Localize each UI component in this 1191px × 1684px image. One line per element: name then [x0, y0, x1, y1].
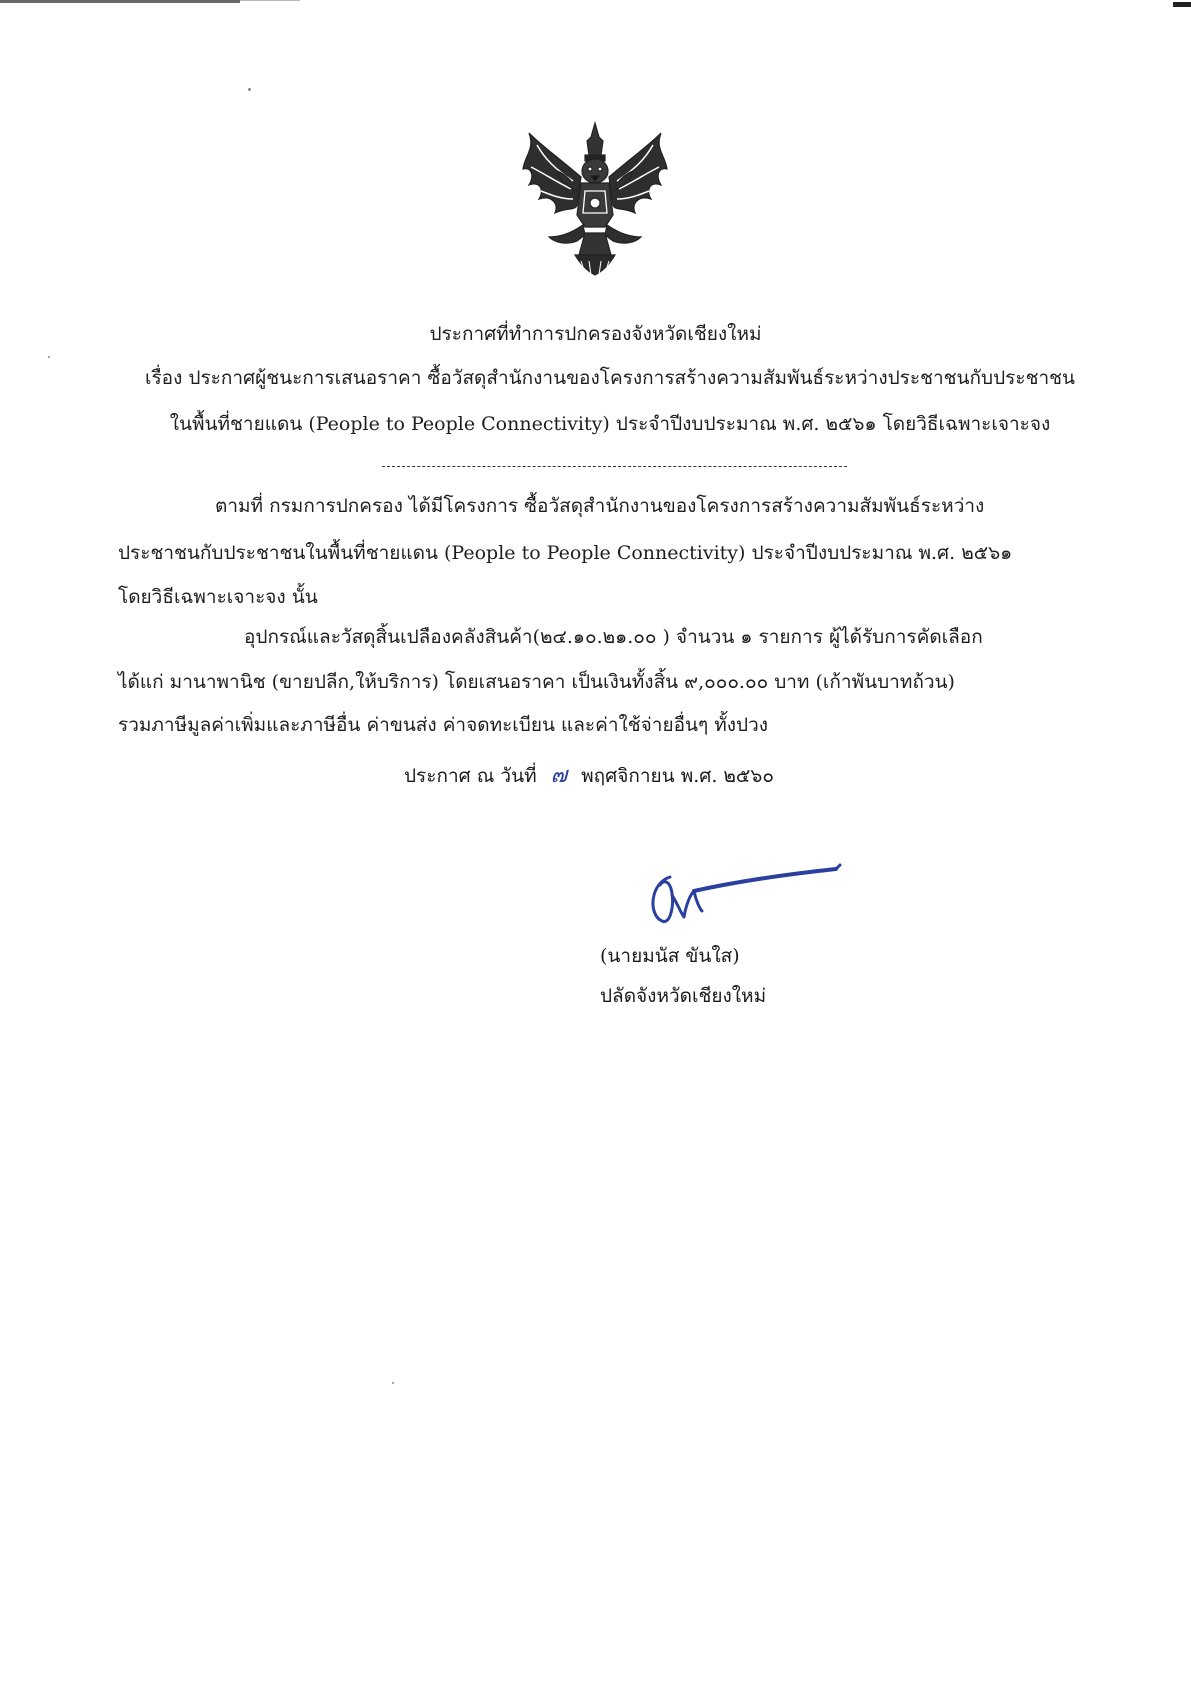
separator-rule — [382, 466, 847, 467]
handwritten-day: ๗ — [550, 763, 568, 788]
body-paragraph-line: ประชาชนกับประชาชนในพื้นที่ชายแดน (People to People Connectivity) ประจำปีงบประมาณ พ.ศ. ๒๕๖๑ — [118, 542, 1013, 564]
scan-edge-mark — [0, 0, 240, 3]
scan-edge-mark — [1173, 2, 1191, 7]
subject-line: ในพื้นที่ชายแดน (People to People Connectivity) ประจำปีงบประมาณ พ.ศ. ๒๕๖๑ โดยวิธีเฉพาะเจาะจง — [169, 413, 1051, 435]
body-paragraph-line: อุปกรณ์และวัสดุสิ้นเปลืองคลังสินค้า(๒๔.๑๐.๒๑.๐๐ ) จำนวน ๑ รายการ ผู้ได้รับการคัดเลือก — [244, 626, 983, 648]
scan-speck — [392, 1382, 394, 1384]
announcement-date — [404, 764, 774, 788]
body-paragraph-line: ตามที่ กรมการปกครอง ได้มีโครงการ ซื้อวัสดุสำนักงานของโครงการสร้างความสัมพันธ์ระหว่าง — [215, 495, 985, 517]
body-paragraph-line: ได้แก่ มานาพานิช (ขายปลีก,ให้บริการ) โดยเสนอราคา เป็นเงินทั้งสิ้น ๙,๐๐๐.๐๐ บาท (เก้าพันบาทถ้วน) — [118, 671, 955, 693]
organization-title: ประกาศที่ทำการปกครองจังหวัดเชียงใหม่ — [429, 323, 762, 345]
body-paragraph-line: โดยวิธีเฉพาะเจาะจง นั้น — [118, 586, 318, 608]
announcement-month-year: พฤศจิกายน พ.ศ. ๒๕๖๐ — [581, 765, 774, 787]
subject-line: เรื่อง ประกาศผู้ชนะการเสนอราคา ซื้อวัสดุสำนักงานของโครงการสร้างความสัมพันธ์ระหว่างประชาชนกับประชาชน — [144, 367, 1076, 389]
signer-position: ปลัดจังหวัดเชียงใหม่ — [600, 985, 767, 1007]
scan-speck — [248, 88, 251, 91]
scan-edge-mark — [240, 0, 300, 1]
scan-speck — [48, 356, 50, 358]
body-paragraph-line: รวมภาษีมูลค่าเพิ่มและภาษีอื่น ค่าขนส่ง ค่าจดทะเบียน และค่าใช้จ่ายอื่นๆ ทั้งปวง — [118, 714, 769, 736]
garuda-emblem-icon — [515, 115, 675, 285]
signer-name: (นายมนัส ขันใส) — [600, 945, 740, 967]
handwritten-signature-icon — [640, 855, 850, 935]
announcement-date-prefix: ประกาศ ณ วันที่ — [404, 765, 537, 787]
